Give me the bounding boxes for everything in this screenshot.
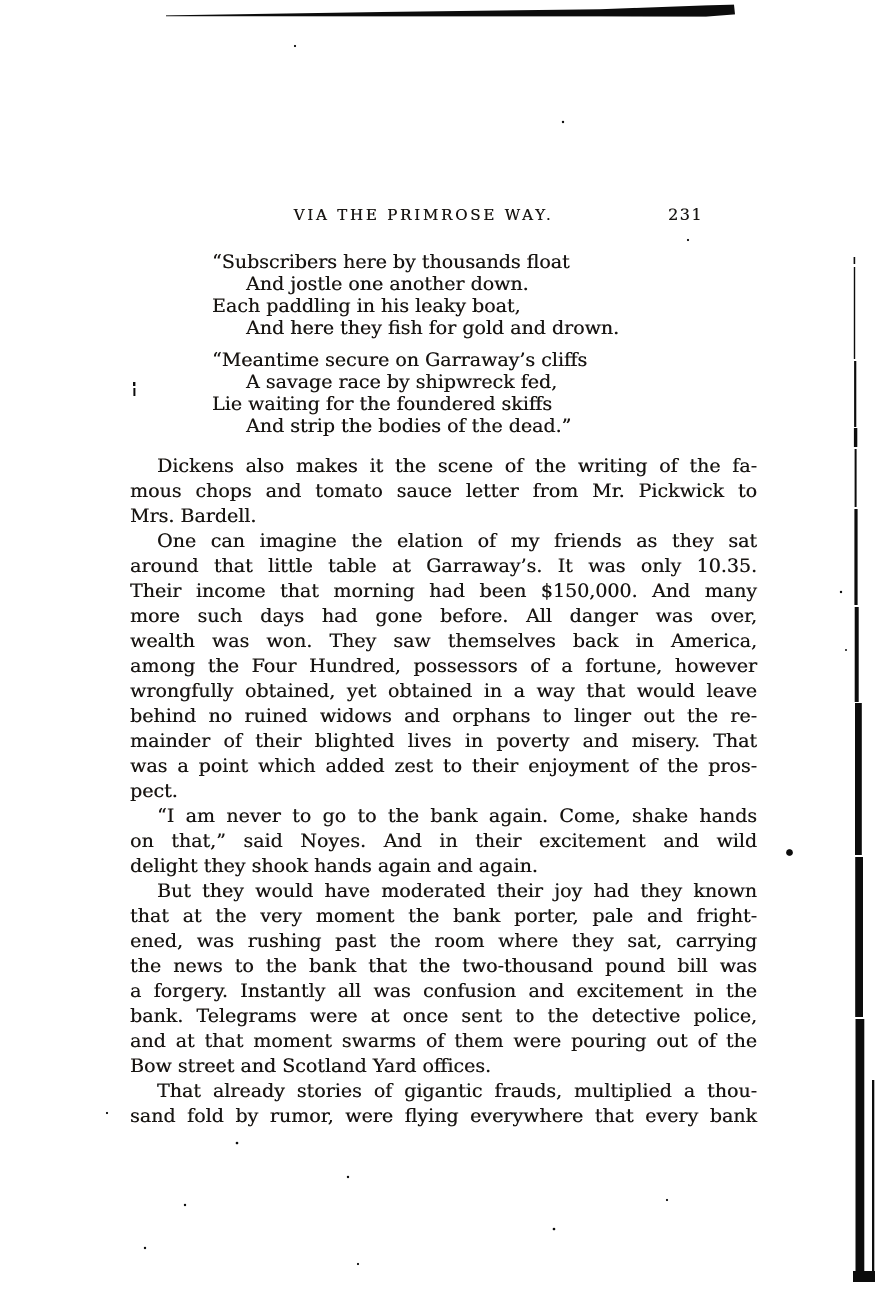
text-line: Mrs. Bardell. xyxy=(130,505,257,527)
text-line: wrongfully obtained, yet obtained in a way that would leave xyxy=(130,680,757,702)
poem-line: And strip the bodies of the dead.” xyxy=(246,415,572,437)
text-line: mous chops and tomato sauce letter from Mr. Pickwick to xyxy=(130,480,757,502)
poem-line: “Meantime secure on Garraway’s cliffs xyxy=(212,349,588,371)
text-line: That already stories of gigantic frauds, multiplied a thou- xyxy=(157,1080,757,1102)
poem-stanza-2 xyxy=(130,349,757,437)
poem-stanza-1 xyxy=(130,251,757,339)
text-line: behind no ruined widows and orphans to linger out the re- xyxy=(130,705,757,727)
scan-dot-right-margin xyxy=(786,849,793,856)
text-line: pect. xyxy=(130,780,178,802)
paragraph-shake-hands xyxy=(130,804,757,879)
poem-line: Lie waiting for the foundered skiffs xyxy=(212,393,553,415)
paragraph-bank-porter xyxy=(130,879,757,1079)
text-line: that at the very moment the bank porter, pale and fright- xyxy=(130,905,757,927)
running-title: VIA THE PRIMROSE WAY. xyxy=(293,206,554,224)
poem-line: And here they fish for gold and drown. xyxy=(246,317,620,339)
poem-block xyxy=(130,251,757,437)
text-line: bank. Telegrams were at once sent to the detective police, xyxy=(130,1005,757,1027)
page-header xyxy=(130,205,757,225)
text-line: a forgery. Instantly all was confusion and excitement in the xyxy=(130,980,757,1002)
page-number: 231 xyxy=(667,205,703,224)
text-line: Dickens also makes it the scene of the writing of the fa- xyxy=(157,455,757,477)
text-line: Their income that morning had been $150,000. And many xyxy=(130,580,757,602)
scan-streak-top xyxy=(166,5,735,17)
text-line: delight they shook hands again and again. xyxy=(130,855,538,877)
text-line: ened, was rushing past the room where they sat, carrying xyxy=(130,930,757,952)
text-line: “I am never to go to the bank again. Come, shake hands xyxy=(157,805,757,827)
paragraph-dickens xyxy=(130,454,757,529)
page-content xyxy=(130,205,757,1129)
text-line: more such days had gone before. All danger was over, xyxy=(130,605,757,627)
text-line: on that,” said Noyes. And in their excitement and wild xyxy=(130,830,757,852)
text-line: wealth was won. They saw themselves back in America, xyxy=(130,630,757,652)
text-line: One can imagine the elation of my friends as they sat xyxy=(157,530,757,552)
poem-line: A savage race by shipwreck fed, xyxy=(246,371,558,393)
poem-line: And jostle one another down. xyxy=(246,273,529,295)
text-line: the news to the bank that the two-thousand pound bill was xyxy=(130,955,757,977)
paragraph-elation xyxy=(130,529,757,804)
poem-line: “Subscribers here by thousands float xyxy=(212,251,570,273)
text-line: among the Four Hundred, possessors of a fortune, however xyxy=(130,655,757,677)
text-line: Bow street and Scotland Yard offices. xyxy=(130,1055,492,1077)
text-line: and at that moment swarms of them were pouring out of the xyxy=(130,1030,757,1052)
text-line: around that little table at Garraway’s. It was only 10.35. xyxy=(130,555,757,577)
text-line: mainder of their blighted lives in poverty and misery. That xyxy=(130,730,757,752)
paragraph-rumors xyxy=(130,1079,757,1129)
text-line: But they would have moderated their joy had they known xyxy=(157,880,757,902)
body-text xyxy=(130,454,757,1129)
scan-line-right xyxy=(853,257,875,1282)
poem-line: Each paddling in his leaky boat, xyxy=(212,295,521,317)
text-line: sand fold by rumor, were flying everywhere that every bank xyxy=(130,1105,757,1127)
text-line: was a point which added zest to their enjoyment of the pros- xyxy=(130,755,757,777)
